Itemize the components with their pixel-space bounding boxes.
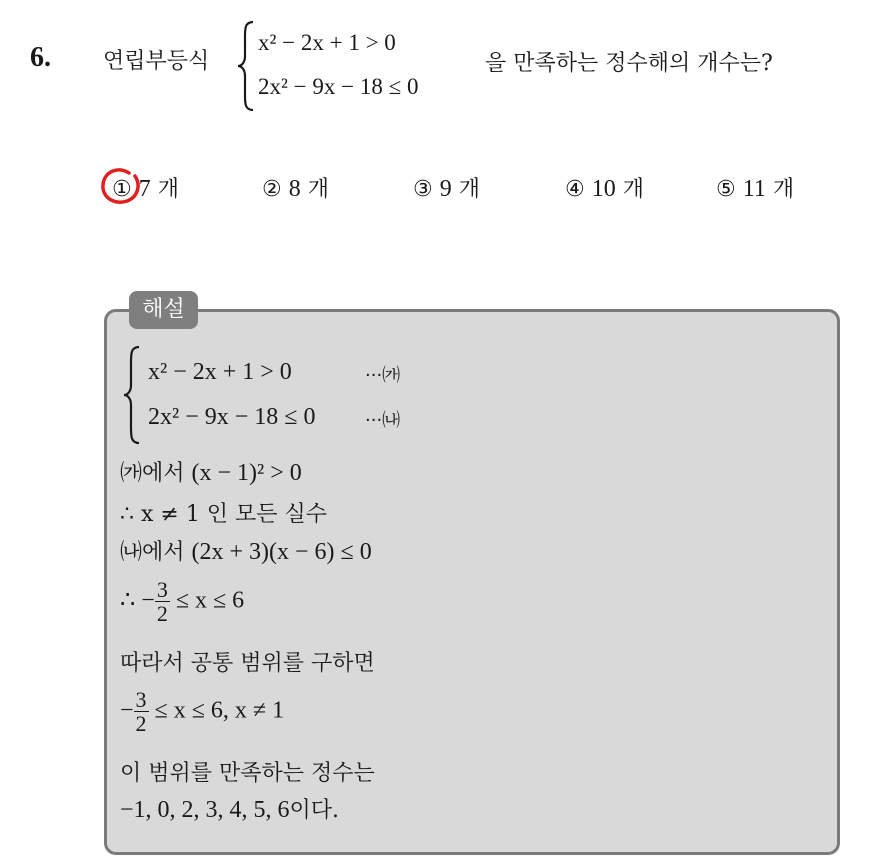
solution-line-a-prefix: ㈎에서 xyxy=(120,461,192,486)
choice-1-value: 7 xyxy=(138,176,151,202)
solution-line-f-fraction xyxy=(134,688,149,735)
system-inequality-2: 2x² − 9x − 18 ≤ 0 xyxy=(258,74,419,99)
solution-line-d xyxy=(120,578,244,625)
solution-line-h xyxy=(120,793,339,824)
question-tail-text: 을 만족하는 정수해의 개수는? xyxy=(485,51,773,76)
choice-3-unit: 개 xyxy=(458,177,480,202)
choice-4-marker: ④ xyxy=(565,177,585,202)
solution-brace-icon xyxy=(122,345,142,445)
choice-5-value: 11 xyxy=(742,176,766,202)
choice-1-marker: ① xyxy=(112,177,132,202)
solution-line-b: ∴ x ≠ 1 인 모든 실수 xyxy=(120,502,328,527)
solution-system-expr-2: 2x² − 9x − 18 ≤ 0 xyxy=(148,404,316,430)
choice-3[interactable] xyxy=(413,172,480,203)
solution-line-e: 따라서 공통 범위를 구하면 xyxy=(120,651,375,676)
choice-3-value: 9 xyxy=(439,176,452,202)
solution-system-line-1 xyxy=(148,359,292,386)
choice-4[interactable] xyxy=(565,172,644,203)
solution-system-expr-1: x² − 2x + 1 > 0 xyxy=(148,359,292,385)
solution-line-f xyxy=(120,688,284,735)
solution-line-d-suffix: ≤ x ≤ 6 xyxy=(169,587,245,614)
choice-2-unit: 개 xyxy=(307,177,329,202)
solution-line-d-denominator: 2 xyxy=(156,601,168,627)
choice-5-unit: 개 xyxy=(772,177,795,202)
solution-line-c-prefix: ㈏에서 xyxy=(120,540,192,565)
solution-line-c-math: (2x + 3)(x − 6) ≤ 0 xyxy=(191,539,372,565)
solution-line-d-prefix: ∴ − xyxy=(120,587,155,614)
choice-5-marker: ⑤ xyxy=(716,177,736,202)
solution-system-label-2: ···㈏ xyxy=(365,410,401,431)
solution-line-f-denominator: 2 xyxy=(135,711,147,737)
choice-4-value: 10 xyxy=(591,176,616,202)
choice-3-marker: ③ xyxy=(413,177,433,202)
solution-line-d-fraction xyxy=(155,578,170,625)
solution-tag: 해설 xyxy=(129,291,198,329)
solution-line-g: 이 범위를 만족하는 정수는 xyxy=(120,761,375,786)
solution-line-f-suffix: ≤ x ≤ 6, x ≠ 1 xyxy=(148,697,285,724)
choice-1-unit: 개 xyxy=(157,177,179,202)
solution-line-a-math: (x − 1)² > 0 xyxy=(191,460,302,486)
choice-1[interactable] xyxy=(112,172,179,203)
choice-2[interactable] xyxy=(262,172,329,203)
solution-line-c xyxy=(120,535,372,566)
question-lead-text: 연립부등식 xyxy=(103,49,210,74)
solution-system-label-1: ···㈎ xyxy=(365,365,401,386)
solution-system-line-2 xyxy=(148,404,315,431)
solution-line-d-numerator: 3 xyxy=(156,577,168,602)
system-inequality-1: x² − 2x + 1 > 0 xyxy=(258,30,396,55)
choice-4-unit: 개 xyxy=(622,177,644,202)
choice-2-value: 8 xyxy=(288,176,301,202)
solution-line-h-suffix: 이다. xyxy=(289,798,340,823)
choice-5[interactable] xyxy=(716,172,794,203)
solution-line-h-math: −1, 0, 2, 3, 4, 5, 6 xyxy=(120,797,290,823)
solution-line-f-prefix: − xyxy=(120,697,134,724)
solution-line-a xyxy=(120,456,302,487)
system-brace-icon xyxy=(236,20,256,112)
solution-line-f-numerator: 3 xyxy=(135,687,147,712)
question-number: 6. xyxy=(30,42,51,73)
choice-2-marker: ② xyxy=(262,177,282,202)
